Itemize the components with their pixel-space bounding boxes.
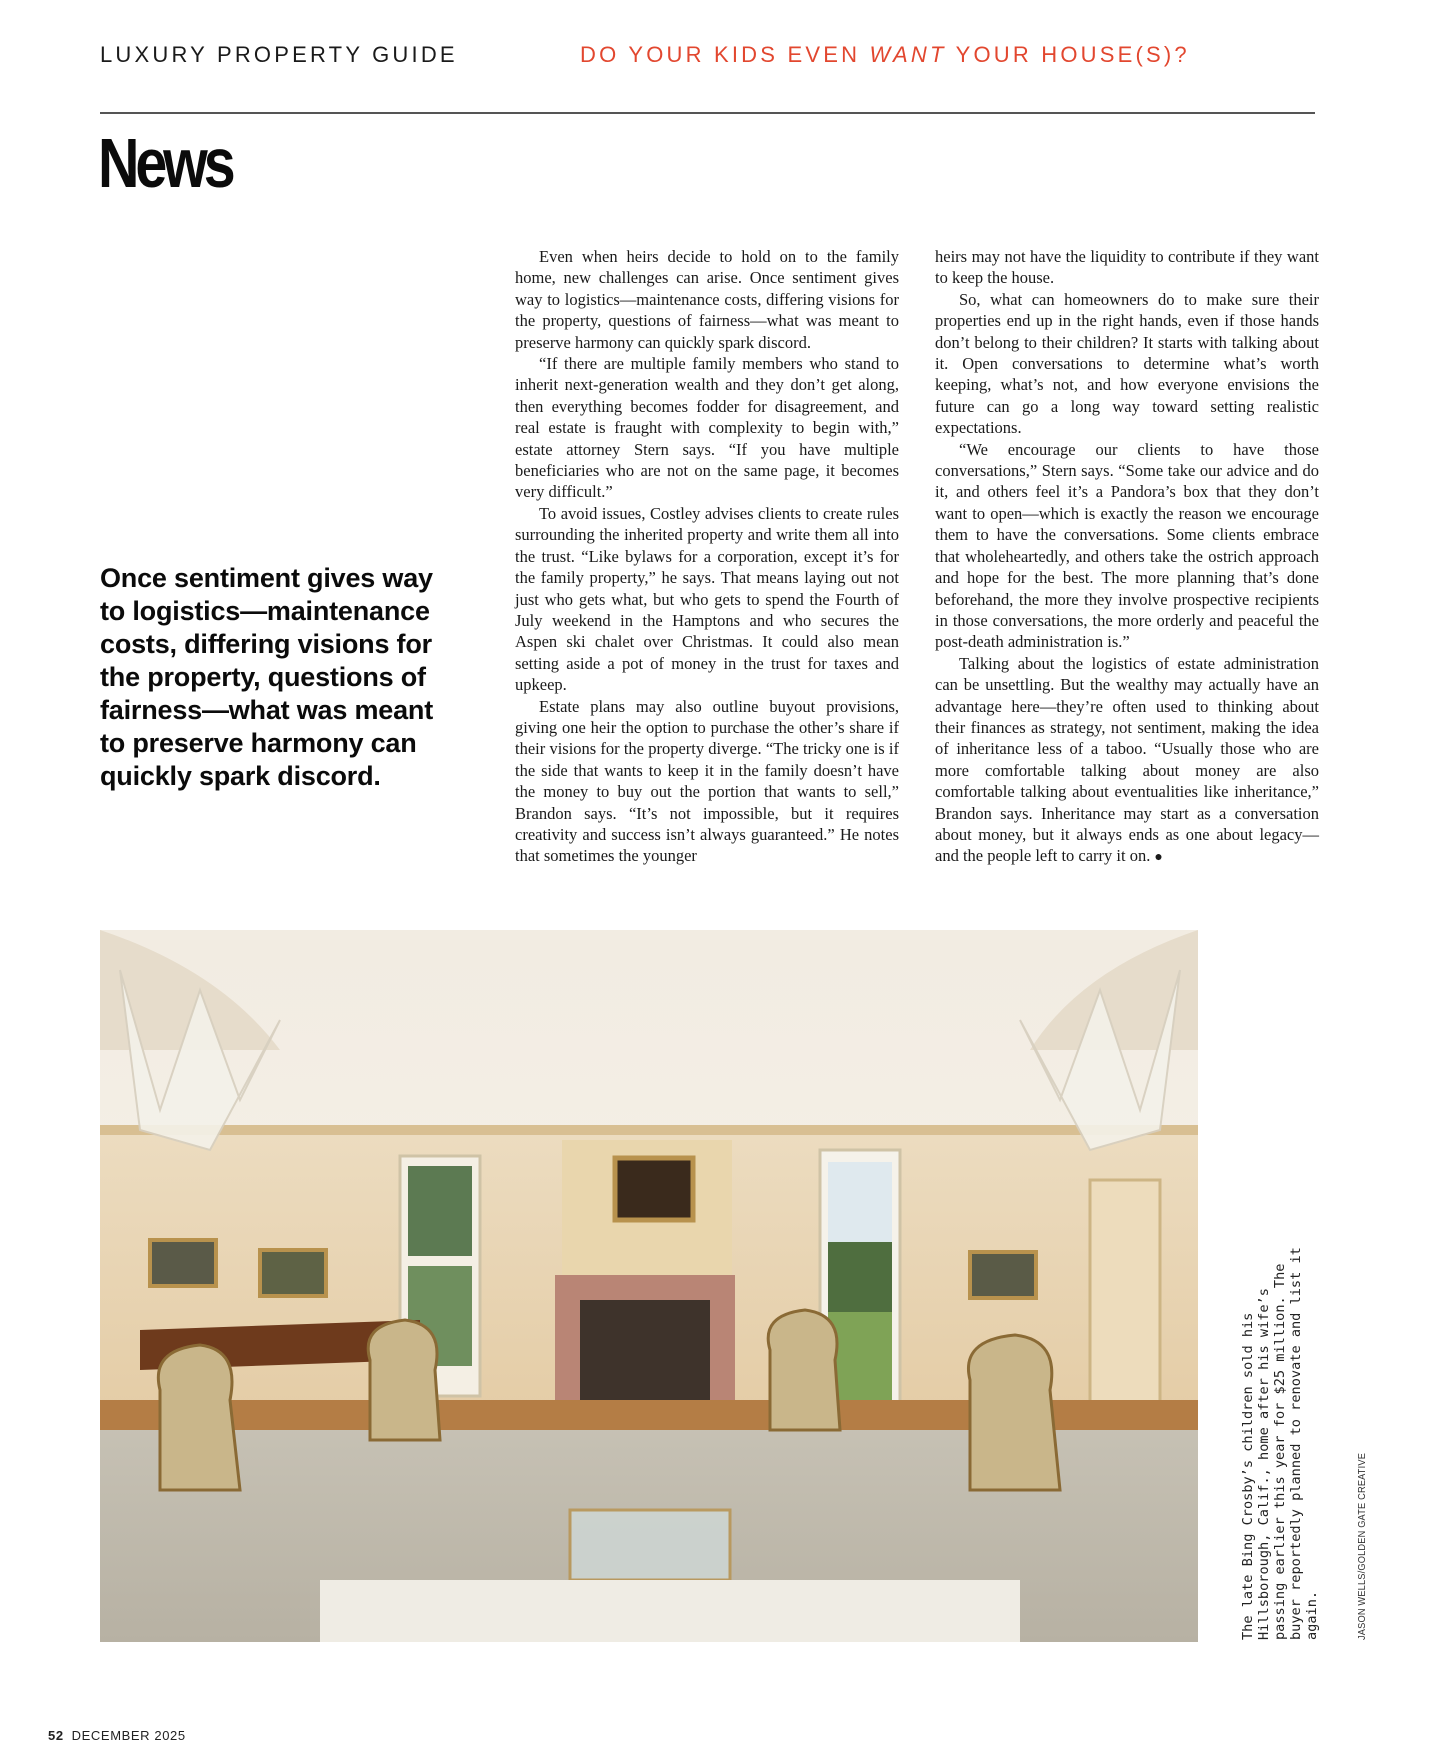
end-mark-icon: ●: [1154, 850, 1163, 866]
pull-quote: Once sentiment gives way to logistics—maintenance costs, differing visions for the property, questions of fairness—what was meant to preserve harmony can quickly spark discord.: [100, 563, 434, 791]
paragraph-final: [935, 653, 1319, 869]
headline-post: YOUR HOUSE(S)?: [946, 42, 1190, 67]
paragraph: “We encourage our clients to have those conversations,” Stern says. “Some take our advice and do it, and others feel it’s a Pandora’s box that they don’t want to open—which is exactly the reason we encourage them to have the conversations. Some clients embrace that wholeheartedly, and others take the ostrich approach and hope for the best. The more planning that’s done beforehand, the more they involve prospective recipients in those conversations, the more orderly and peaceful the post-death administration is.”: [935, 439, 1319, 652]
body-column-2: [935, 246, 1319, 869]
photo-credit-wrap: [1356, 1340, 1368, 1640]
paragraph: So, what can homeowners do to make sure their properties end up in the right hands, even if those hands don’t belong to their children? It starts with talking about it. Open conversations to determine what’s worth keeping, what’s not, and how everyone envisions the future can go a long way toward setting realistic expectations.: [935, 289, 1319, 438]
section-title: News: [98, 124, 232, 202]
page-footer: [48, 1728, 186, 1743]
headline-emphasis: WANT: [869, 42, 947, 67]
photo-credit: JASON WELLS/GOLDEN GATE CREATIVE: [1356, 1452, 1368, 1640]
page-number: 52: [48, 1728, 64, 1743]
issue-date: DECEMBER 2025: [71, 1728, 186, 1743]
paragraph: Even when heirs decide to hold on to the family home, new challenges can arise. Once sentiment gives way to logistics—maintenance costs, differing visions for the property, questions of fairness—what was meant to preserve harmony can quickly spark discord.: [515, 247, 899, 352]
living-room-photo: [100, 930, 1198, 1642]
paragraph: heirs may not have the liquidity to contribute if they want to keep the house.: [935, 247, 1319, 288]
section-label: LUXURY PROPERTY GUIDE: [100, 42, 458, 67]
paragraph: To avoid issues, Costley advises clients to create rules surrounding the inherited property and write them all into the trust. “Like bylaws for a corporation, except it’s for the family property,” he says. That means laying out not just who gets what, but who gets to spend the Fourth of July weekend in the Hamptons and who secures the Aspen ski chalet over Christmas. It could also mean setting aside a pot of money in the trust for taxes and upkeep.: [515, 503, 899, 695]
paragraph: “If there are multiple family members who stand to inherit next-generation wealth and they don’t get along, then everything becomes fodder for disagreement, and real estate is fraught with complexity to begin with,” estate attorney Stern says. “If you have multiple beneficiaries who are not on the same page, it becomes very difficult.”: [515, 354, 899, 502]
header-rule: [100, 112, 1315, 114]
photo-caption: The late Bing Crosby’s children sold his Hillsborough, Calif., home after his wife’s passing earlier this year for $25 million. The buyer reportedly planned to renovate and list it again.: [1240, 1247, 1320, 1640]
photo-caption-wrap: [1240, 928, 1360, 1640]
body-column-1: [515, 246, 899, 867]
paragraph: Estate plans may also outline buyout provisions, giving one heir the option to purchase the other’s share if their visions for the property diverge. “The tricky one is if the side that wants to keep it in the family doesn’t have the money to buy out the portion that wants to sell,” Brandon says. “It’s not impossible, but it requires creativity and success isn’t always guaranteed.” He notes that sometimes the younger: [515, 696, 899, 866]
headline-pre: DO YOUR KIDS EVEN: [580, 42, 870, 67]
paragraph-text: Talking about the logistics of estate administration can be unsettling. But the wealthy may actually have an advantage here—they’re often used to thinking about their finances as strategy, not sentiment, making the idea of inheritance less of a taboo. “Usually those who are more comfortable talking about money are also comfortable talking about eventualities like inheritance,” Brandon says. Inheritance may start as a conversation about money, but it always ends as one about legacy—and the people left to carry it on.: [935, 653, 1319, 866]
article-headline: [580, 42, 1190, 68]
